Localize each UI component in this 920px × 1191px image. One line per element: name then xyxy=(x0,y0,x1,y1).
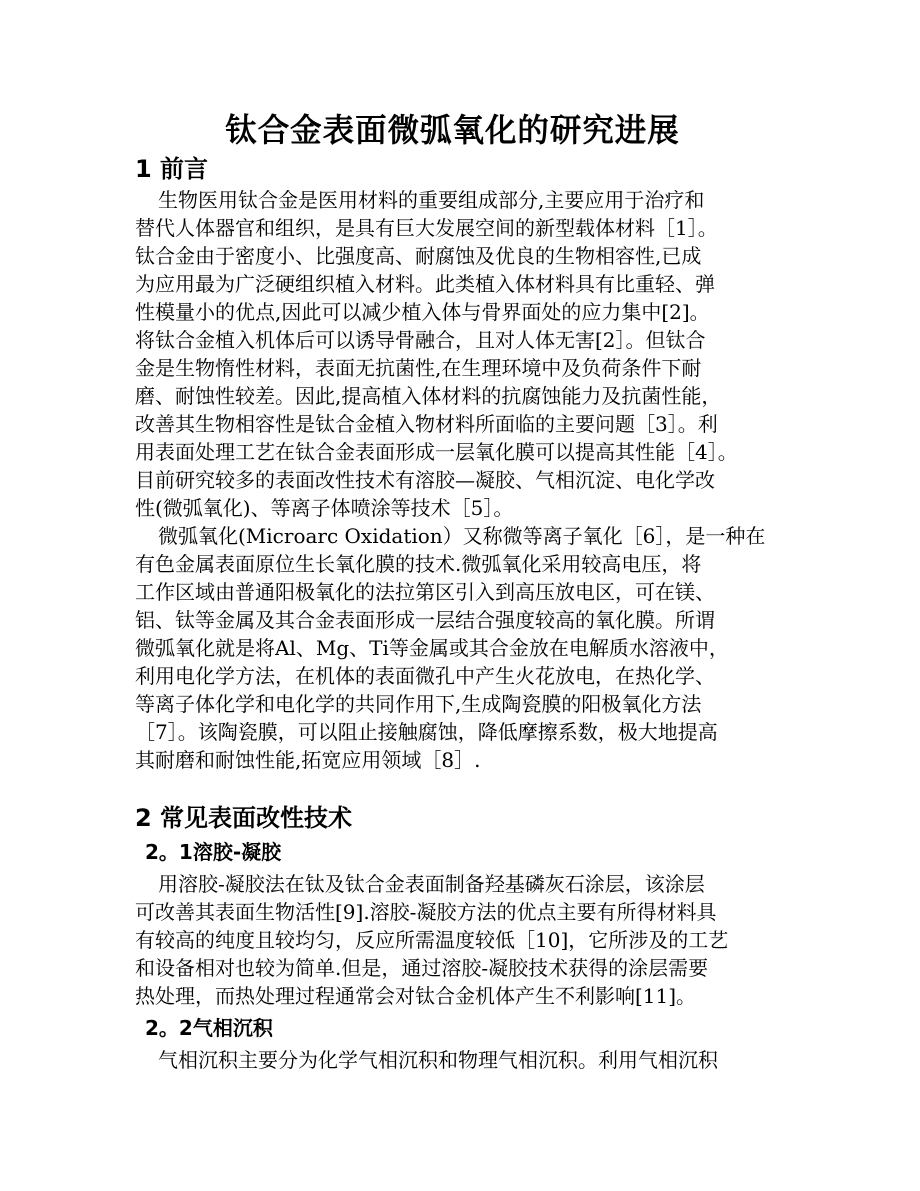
body-text-line: 用溶胶-凝胶法在钛及钛合金表面制备羟基磷灰石涂层，该涂层 xyxy=(158,872,705,896)
body-text-line: 可改善其表面生物活性[9].溶胶-凝胶方法的优点主要有所得材料具 xyxy=(135,900,717,924)
body-text-line: 磨、耐蚀性较差。因此,提高植入体材料的抗腐蚀能力及抗菌性能， xyxy=(135,384,722,408)
body-text-line: 微弧氧化(Microarc Oxidation）又称微等离子氧化［6］，是一种在 xyxy=(158,524,766,548)
body-text-line: 为应用最为广泛硬组织植入材料。此类植入体材料具有比重轻、弹 xyxy=(135,272,715,296)
body-text-line: 用表面处理工艺在钛合金表面形成一层氧化膜可以提高其性能［4］。 xyxy=(135,440,738,464)
document-title: 钛合金表面微弧氧化的研究进展 xyxy=(225,111,680,149)
body-text-line: 有较高的纯度且较均匀，反应所需温度较低［10]，它所涉及的工艺 xyxy=(135,928,729,952)
body-text-line: 生物医用钛合金是医用材料的重要组成部分,主要应用于治疗和 xyxy=(158,188,705,212)
body-text-line: 和设备相对也较为简单.但是，通过溶胶-凝胶技术获得的涂层需要 xyxy=(135,956,709,980)
body-text-line: 铝、钛等金属及其合金表面形成一层结合强度较高的氧化膜。所谓 xyxy=(135,608,715,632)
section-heading-1: 1 前言 xyxy=(135,155,209,183)
body-text-line: 等离子体化学和电化学的共同作用下,生成陶瓷膜的阳极氧化方法 xyxy=(135,692,702,716)
body-text-line: 微弧氧化就是将Al、Mg、Ti等金属或其合金放在电解质水溶液中， xyxy=(135,636,729,660)
body-text-line: 利用电化学方法，在机体的表面微孔中产生火花放电，在热化学、 xyxy=(135,664,715,688)
body-text-line: ［7］。该陶瓷膜，可以阻止接触腐蚀，降低摩擦系数，极大地提高 xyxy=(135,720,718,744)
subsection-heading-2-2: 2。2气相沉积 xyxy=(145,1016,273,1040)
body-text-line: 目前研究较多的表面改性技术有溶胶—凝胶、气相沉淀、电化学改 xyxy=(135,468,715,492)
body-text-line: 热处理，而热处理过程通常会对钛合金机体产生不利影响[11]。 xyxy=(135,984,697,1008)
section-heading-2: 2 常见表面改性技术 xyxy=(135,804,353,832)
body-text-line: 工作区域由普通阳极氧化的法拉第区引入到高压放电区，可在镁、 xyxy=(135,580,715,604)
body-text-line: 其耐磨和耐蚀性能,拓宽应用领域［8］. xyxy=(135,748,481,772)
body-text-line: 替代人体器官和组织，是具有巨大发展空间的新型载体材料［1］。 xyxy=(135,216,718,240)
body-text-line: 性模量小的优点,因此可以减少植入体与骨界面处的应力集中[2]。 xyxy=(135,300,710,324)
body-text-line: 将钛合金植入机体后可以诱导骨融合，且对人体无害[2］。但钛合 xyxy=(135,328,706,352)
body-text-line: 气相沉积主要分为化学气相沉积和物理气相沉积。利用气相沉积 xyxy=(158,1048,718,1072)
body-text-line: 改善其生物相容性是钛合金植入物材料所面临的主要问题［3］。利 xyxy=(135,412,718,436)
body-text-line: 钛合金由于密度小、比强度高、耐腐蚀及优良的生物相容性,已成 xyxy=(135,244,702,268)
body-text-line: 有色金属表面原位生长氧化膜的技术.微弧氧化采用较高电压，将 xyxy=(135,552,702,576)
body-text-line: 金是生物惰性材料，表面无抗菌性,在生理环境中及负荷条件下耐 xyxy=(135,356,702,380)
subsection-heading-2-1: 2。1溶胶-凝胶 xyxy=(145,840,282,864)
body-text-line: 性(微弧氧化)、等离子体喷涂等技术［5］。 xyxy=(135,496,514,520)
